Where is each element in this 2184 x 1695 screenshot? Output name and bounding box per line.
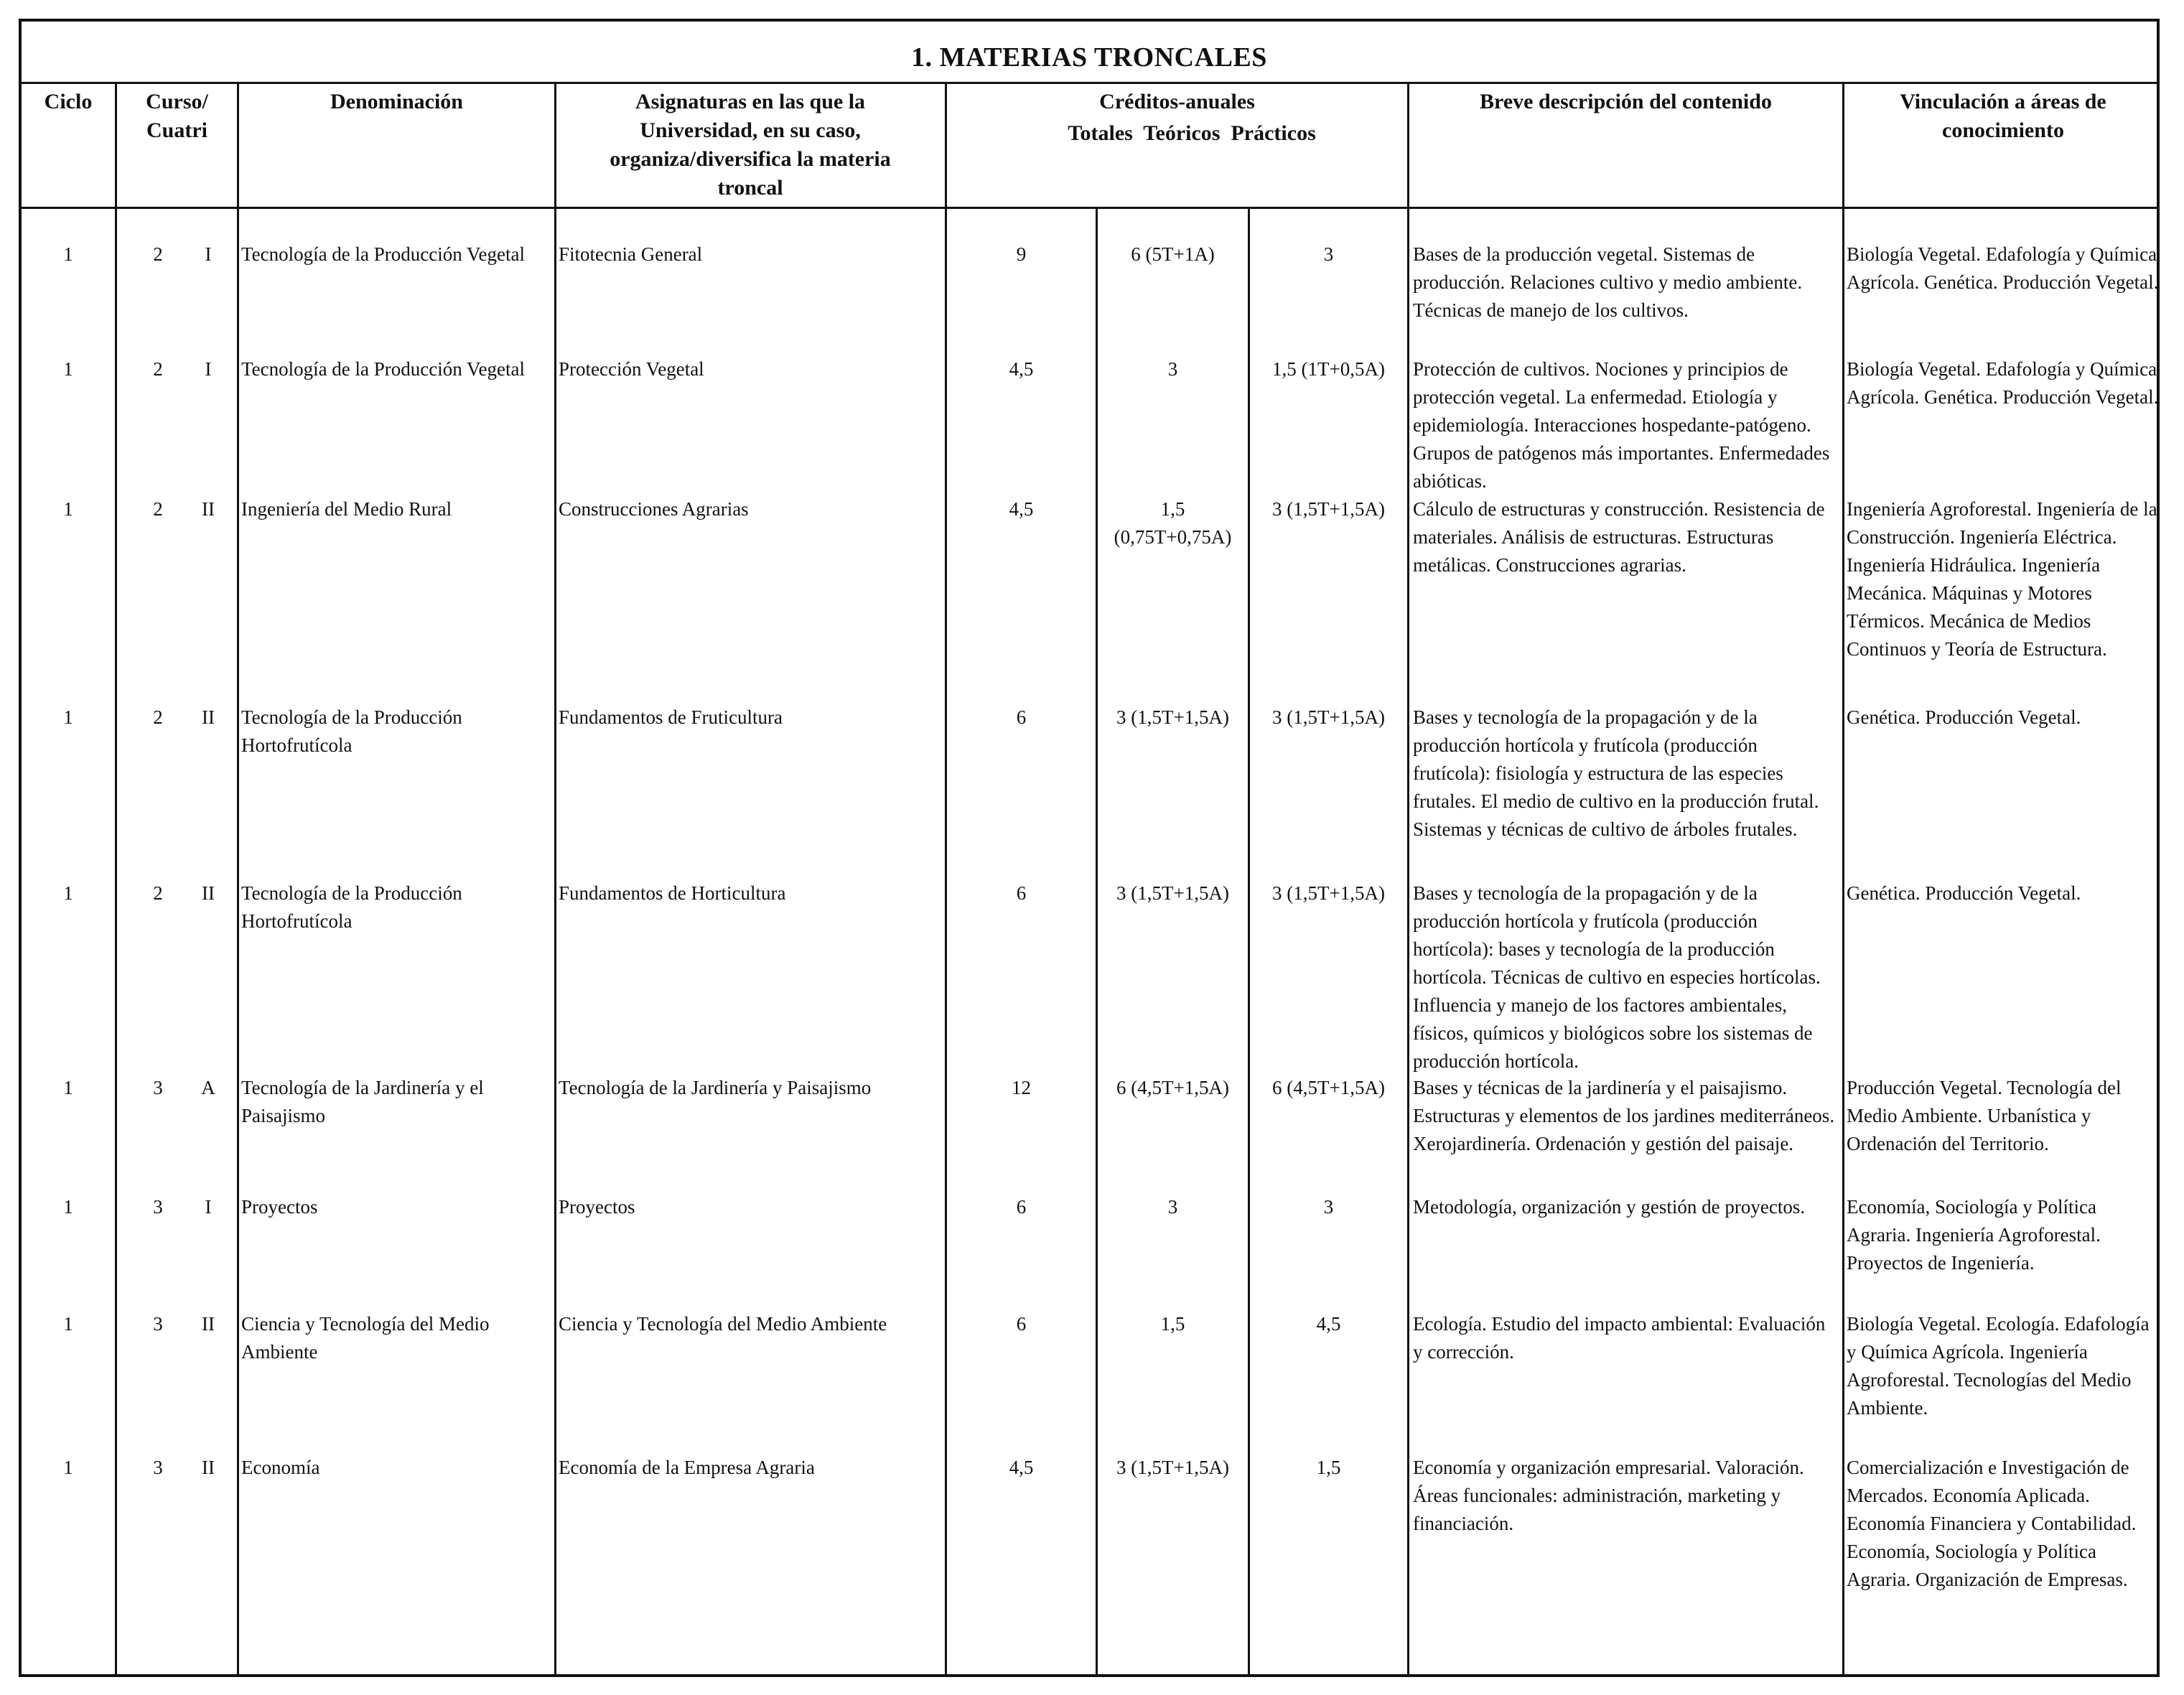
cell-denominacion: Tecnología de la Producción Vegetal bbox=[241, 243, 525, 265]
cell-curso: 2 bbox=[153, 358, 163, 380]
cell-totales: 6 bbox=[1016, 882, 1027, 904]
cell-asignatura: Fundamentos de Horticultura bbox=[559, 882, 786, 904]
cell-vinculacion: Genética. Producción Vegetal. bbox=[1847, 706, 2081, 728]
cell-asignatura: Construcciones Agrarias bbox=[559, 498, 749, 520]
cell-practicos: 3 bbox=[1323, 1196, 1334, 1218]
cell-practicos: 6 (4,5T+1,5A) bbox=[1272, 1077, 1385, 1098]
col-divider bbox=[115, 83, 117, 1674]
cell-cuatri: II bbox=[202, 498, 215, 520]
col-divider bbox=[1842, 83, 1844, 1674]
header-divider bbox=[22, 207, 2157, 209]
cell-vinculacion: Biología Vegetal. Edafología y Química Agrícola. Genética. Producción Vegetal. bbox=[1847, 243, 2159, 293]
cell-denominacion: Tecnología de la Producción Hortofrutícola bbox=[241, 882, 462, 932]
cell-totales: 6 bbox=[1016, 1196, 1027, 1218]
cell-teoricos: 3 (1,5T+1,5A) bbox=[1116, 1457, 1229, 1478]
cell-teoricos: 6 (5T+1A) bbox=[1131, 243, 1215, 265]
header-curso-cuatri: Curso/ Cuatri bbox=[146, 90, 208, 142]
cell-cuatri: I bbox=[205, 243, 212, 265]
cell-curso: 2 bbox=[153, 882, 163, 904]
table-frame bbox=[19, 19, 2160, 1677]
cell-descripcion: Bases de la producción vegetal. Sistemas de producción. Relaciones cultivo y medio ambiente. Técnicas de manejo de los cultivos. bbox=[1413, 243, 1803, 321]
cell-ciclo: 1 bbox=[63, 882, 73, 904]
header-creditos-sub: Totales Teóricos Prácticos bbox=[1068, 121, 1316, 145]
cell-teoricos: 1,5 (0,75T+0,75A) bbox=[1114, 498, 1232, 548]
cell-teoricos: 3 (1,5T+1,5A) bbox=[1116, 706, 1229, 728]
cell-descripcion: Economía y organización empresarial. Valoración. Áreas funcionales: administración, marketing y financiación. bbox=[1413, 1457, 1804, 1534]
cell-vinculacion: Economía, Sociología y Política Agraria. Ingeniería Agroforestal. Proyectos de Ingeniería. bbox=[1847, 1196, 2101, 1274]
cell-totales: 9 bbox=[1016, 243, 1027, 265]
cell-vinculacion: Genética. Producción Vegetal. bbox=[1847, 882, 2081, 904]
cell-asignatura: Ciencia y Tecnología del Medio Ambiente bbox=[559, 1313, 887, 1335]
header-vinculacion: Vinculación a áreas de conocimiento bbox=[1900, 90, 2106, 142]
cell-curso: 3 bbox=[153, 1457, 163, 1478]
cell-practicos: 1,5 bbox=[1316, 1457, 1341, 1478]
cell-cuatri: II bbox=[202, 1457, 215, 1478]
cell-totales: 12 bbox=[1012, 1077, 1031, 1098]
cell-descripcion: Metodología, organización y gestión de proyectos. bbox=[1413, 1196, 1806, 1218]
col-divider bbox=[945, 83, 947, 1674]
header-descripcion: Breve descripción del contenido bbox=[1480, 90, 1772, 113]
cell-practicos: 3 bbox=[1323, 243, 1334, 265]
cell-curso: 3 bbox=[153, 1313, 163, 1335]
cell-practicos: 3 (1,5T+1,5A) bbox=[1272, 498, 1385, 520]
cell-teoricos: 6 (4,5T+1,5A) bbox=[1116, 1077, 1229, 1098]
cell-asignatura: Tecnología de la Jardinería y Paisajismo bbox=[559, 1077, 872, 1098]
cell-curso: 2 bbox=[153, 498, 163, 520]
cell-cuatri: I bbox=[205, 358, 212, 380]
cell-ciclo: 1 bbox=[63, 1313, 73, 1335]
cell-teoricos: 3 (1,5T+1,5A) bbox=[1116, 882, 1229, 904]
cell-practicos: 3 (1,5T+1,5A) bbox=[1272, 706, 1385, 728]
cell-totales: 6 bbox=[1016, 1313, 1027, 1335]
header-ciclo: Ciclo bbox=[44, 90, 93, 113]
cell-teoricos: 3 bbox=[1167, 358, 1178, 380]
cell-asignatura: Proyectos bbox=[559, 1196, 635, 1218]
cell-teoricos: 1,5 bbox=[1160, 1313, 1185, 1335]
col-divider bbox=[1407, 83, 1409, 1674]
header-denominacion: Denominación bbox=[330, 90, 463, 113]
cell-descripcion: Bases y tecnología de la propagación y de la producción hortícola y frutícola (producción frutícola): fisiología y estructura de las especies frutales. El medio de cultivo en la producción frutal. Sistemas y técnicas de cultivo de árboles frutales. bbox=[1413, 706, 1819, 840]
cell-vinculacion: Biología Vegetal. Edafología y Química Agrícola. Genética. Producción Vegetal. bbox=[1847, 358, 2159, 408]
document-title: 1. MATERIAS TRONCALES bbox=[911, 42, 1267, 73]
cell-ciclo: 1 bbox=[63, 498, 73, 520]
cell-totales: 4,5 bbox=[1009, 498, 1034, 520]
cell-totales: 4,5 bbox=[1009, 358, 1034, 380]
cell-denominacion: Tecnología de la Producción Vegetal bbox=[241, 358, 525, 380]
cell-descripcion: Bases y tecnología de la propagación y de la producción hortícola y frutícola (producción hortícola): bases y tecnología de la producción hortícola. Técnicas de cultivo en especies hortícolas. Influencia y manejo de los factores ambientales, físicos, químicos y biológicos sobre los sistemas de producción hortícola. bbox=[1413, 882, 1821, 1072]
cell-totales: 4,5 bbox=[1009, 1457, 1034, 1478]
cell-practicos: 4,5 bbox=[1316, 1313, 1341, 1335]
cell-denominacion: Ingeniería del Medio Rural bbox=[241, 498, 452, 520]
cell-ciclo: 1 bbox=[63, 358, 73, 380]
cell-asignatura: Protección Vegetal bbox=[559, 358, 704, 380]
cell-curso: 2 bbox=[153, 243, 163, 265]
header-asignaturas: Asignaturas en las que la Universidad, en su caso, organiza/diversifica la materia troncal bbox=[610, 90, 891, 200]
cell-curso: 2 bbox=[153, 706, 163, 728]
cell-practicos: 1,5 (1T+0,5A) bbox=[1272, 358, 1385, 380]
cell-cuatri: II bbox=[202, 1313, 215, 1335]
cell-vinculacion: Ingeniería Agroforestal. Ingeniería de la Construcción. Ingeniería Eléctrica. Ingeniería Hidráulica. Ingeniería Mecánica. Máquinas y Motores Térmicos. Mecánica de Medios Continuos y Teoría de Estructura. bbox=[1847, 498, 2157, 660]
cell-asignatura: Fitotecnia General bbox=[559, 243, 703, 265]
cell-vinculacion: Producción Vegetal. Tecnología del Medio Ambiente. Urbanística y Ordenación del Territorio. bbox=[1847, 1077, 2122, 1154]
col-divider bbox=[554, 83, 556, 1674]
cell-ciclo: 1 bbox=[63, 1077, 73, 1098]
cell-teoricos: 3 bbox=[1167, 1196, 1178, 1218]
cell-cuatri: I bbox=[205, 1196, 212, 1218]
cell-denominacion: Proyectos bbox=[241, 1196, 318, 1218]
cell-descripcion: Cálculo de estructuras y construcción. Resistencia de materiales. Análisis de estructuras. Estructuras metálicas. Construcciones agrarias. bbox=[1413, 498, 1825, 576]
cell-ciclo: 1 bbox=[63, 1196, 73, 1218]
cell-ciclo: 1 bbox=[63, 243, 73, 265]
cell-asignatura: Fundamentos de Fruticultura bbox=[559, 706, 783, 728]
cell-curso: 3 bbox=[153, 1077, 163, 1098]
cell-vinculacion: Biología Vegetal. Ecología. Edafología y Química Agrícola. Ingeniería Agroforestal. Tecnologías del Medio Ambiente. bbox=[1847, 1313, 2150, 1419]
cell-totales: 6 bbox=[1016, 706, 1027, 728]
cell-practicos: 3 (1,5T+1,5A) bbox=[1272, 882, 1385, 904]
cell-cuatri: II bbox=[202, 882, 215, 904]
cell-denominacion: Tecnología de la Producción Hortofrutícola bbox=[241, 706, 462, 756]
cell-denominacion: Ciencia y Tecnología del Medio Ambiente bbox=[241, 1313, 490, 1363]
cell-descripcion: Ecología. Estudio del impacto ambiental: Evaluación y corrección. bbox=[1413, 1313, 1826, 1363]
col-divider bbox=[237, 83, 239, 1674]
cell-descripcion: Protección de cultivos. Nociones y principios de protección vegetal. La enfermedad. Etiología y epidemiología. Interacciones hospedante-patógeno. Grupos de patógenos más importantes. Enfermedades abióticas. bbox=[1413, 358, 1830, 492]
cell-vinculacion: Comercialización e Investigación de Mercados. Economía Aplicada. Economía Financiera y Contabilidad. Economía, Sociología y Política Agraria. Organización de Empresas. bbox=[1847, 1457, 2137, 1590]
cell-descripcion: Bases y técnicas de la jardinería y el paisajismo. Estructuras y elementos de los jardines mediterráneos. Xerojardinería. Ordenación y gestión del paisaje. bbox=[1413, 1077, 1835, 1154]
cell-denominacion: Economía bbox=[241, 1457, 320, 1478]
cell-cuatri: II bbox=[202, 706, 215, 728]
cell-cuatri: A bbox=[201, 1077, 215, 1098]
cell-curso: 3 bbox=[153, 1196, 163, 1218]
cell-denominacion: Tecnología de la Jardinería y el Paisajismo bbox=[241, 1077, 484, 1126]
header-creditos: Créditos-anuales bbox=[1099, 90, 1255, 113]
cell-ciclo: 1 bbox=[63, 1457, 73, 1478]
cell-asignatura: Economía de la Empresa Agraria bbox=[559, 1457, 815, 1478]
title-divider bbox=[22, 82, 2157, 84]
cell-ciclo: 1 bbox=[63, 706, 73, 728]
